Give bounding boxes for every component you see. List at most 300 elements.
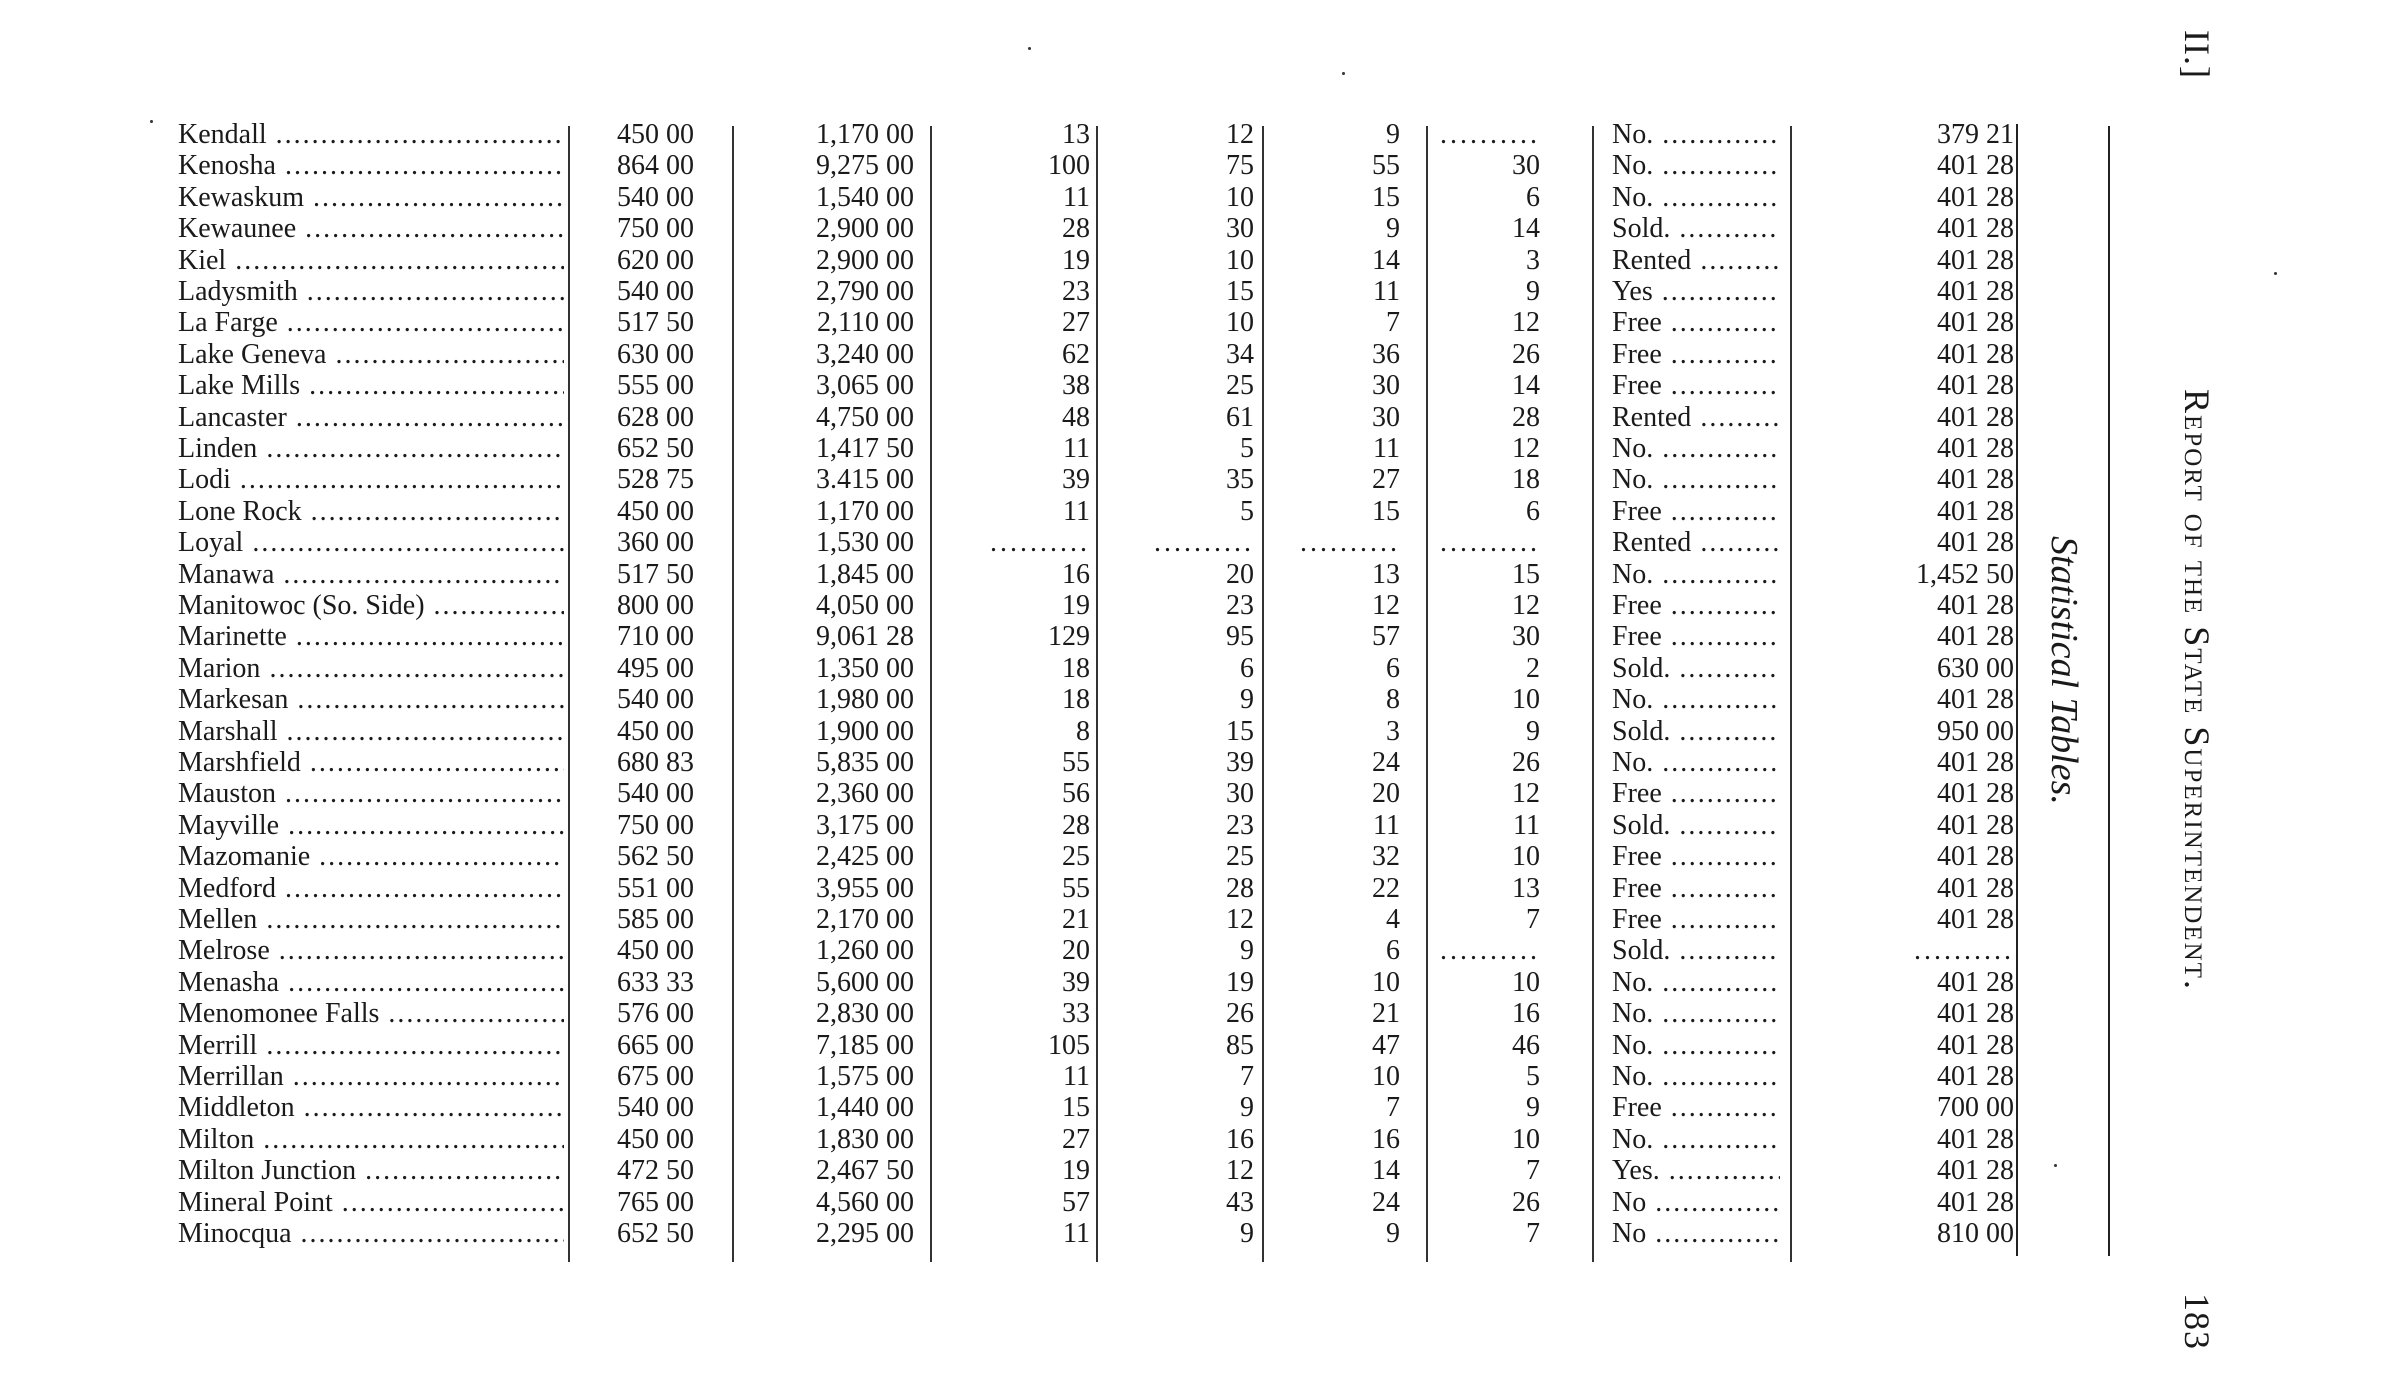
salary-cell: 450 00 [617,495,694,527]
count-cell-2: 30 [1226,778,1254,810]
count-cell-3: 9 [1386,119,1400,150]
library-cell: Yes. ..... [1612,1155,1780,1187]
library-cell: No. ..... [1612,559,1780,591]
table-row [178,935,2014,967]
count-cell-1: 27 [1062,1123,1090,1155]
library-cell: Free ..... [1612,370,1780,402]
row-name: Milton Junction ..... [178,1155,564,1187]
received-cell: 401 28 [1937,1186,2014,1218]
row-name: Lodi ..... [178,464,564,496]
count-cell-4: 14 [1512,370,1540,402]
count-cell-1: 19 [1062,244,1090,276]
received-cell: 401 28 [1937,590,2014,621]
received-cell: 401 28 [1937,778,2014,810]
library-cell: Sold. ..... [1612,716,1780,748]
salary-cell: 765 00 [617,1186,694,1218]
table-row [178,181,2014,214]
total-cell: 4,750 00 [816,401,914,433]
count-cell-4: 7 [1526,904,1540,935]
salary-cell: 472 50 [617,1155,694,1187]
count-cell-3: 3 [1386,715,1400,747]
print-speck [1342,72,1345,75]
table-row [178,1155,2014,1187]
count-cell-2: 9 [1240,1218,1254,1249]
table-row [178,213,2014,245]
column-rule [1426,126,1428,1262]
library-cell: Free ..... [1612,496,1780,528]
total-cell: 1,830 00 [816,1123,914,1155]
received-cell: 401 28 [1937,464,2014,496]
count-cell-1: 23 [1062,276,1090,307]
count-cell-3: 16 [1372,1123,1400,1155]
salary-cell: 750 00 [617,213,694,245]
table-row [178,904,2014,936]
total-cell: 2,295 00 [816,1218,914,1249]
count-cell-3: 36 [1372,338,1400,370]
count-cell-2: 5 [1240,433,1254,464]
row-name: Manawa ..... [178,559,564,591]
count-cell-4: 13 [1512,872,1540,904]
count-cell-2: 25 [1226,370,1254,402]
count-cell-4: 7 [1526,1218,1540,1249]
received-cell: 401 28 [1937,150,2014,182]
total-cell: 2,900 00 [816,213,914,245]
count-cell-3: 6 [1386,935,1400,967]
row-name: Mazomanie ..... [178,841,564,873]
library-cell: Free ..... [1612,339,1780,371]
table-row [178,1029,2014,1062]
row-name: Lake Geneva ..... [178,339,564,371]
count-cell-3: 11 [1373,809,1400,841]
received-cell: 1,452 50 [1916,558,2014,590]
count-cell-3: 55 [1372,150,1400,182]
count-cell-1: 15 [1062,1092,1090,1124]
total-cell: 3,955 00 [816,872,914,904]
row-name: Kewaunee ..... [178,213,564,245]
salary-cell: 551 00 [617,872,694,904]
table-row [178,244,2014,277]
row-name: Medford ..... [178,873,564,905]
column-rule [732,126,734,1262]
print-speck [150,120,153,123]
count-cell-2: 9 [1240,935,1254,967]
count-cell-2: 28 [1226,872,1254,904]
library-cell: Sold. ..... [1612,213,1780,245]
count-cell-1: 27 [1062,307,1090,339]
count-cell-3: 24 [1372,1186,1400,1218]
received-cell: 401 28 [1937,684,2014,716]
library-cell: Free ..... [1612,904,1780,936]
total-cell: 3,065 00 [816,370,914,402]
salary-cell: 540 00 [617,181,694,213]
count-cell-3: 10 [1372,1061,1400,1092]
count-cell-2: 15 [1226,715,1254,747]
count-cell-4: 28 [1512,401,1540,433]
count-cell-3: 15 [1372,495,1400,527]
column-rule [1096,126,1098,1262]
count-cell-3: 47 [1372,1029,1400,1061]
row-name: Mauston ..... [178,778,564,810]
count-cell-2: 85 [1226,1029,1254,1061]
count-cell-4: 6 [1526,181,1540,213]
row-name: Kewaskum ..... [178,182,564,214]
row-name: Mayville ..... [178,810,564,842]
count-cell-3: 30 [1372,401,1400,433]
row-name: Loyal ..... [178,527,564,559]
total-cell: 2,467 50 [816,1155,914,1187]
count-cell-2: 30 [1226,213,1254,245]
count-cell-2: 95 [1226,621,1254,653]
salary-cell: 495 00 [617,652,694,684]
total-cell: 7,185 00 [816,1029,914,1061]
received-cell: 401 28 [1937,1123,2014,1155]
count-cell-2: 5 [1240,495,1254,527]
count-cell-2: 9 [1240,684,1254,716]
total-cell: 5,600 00 [816,966,914,998]
count-cell-4: 9 [1526,276,1540,307]
received-cell: 630 00 [1937,652,2014,684]
total-cell: 2,170 00 [816,904,914,935]
print-speck [2054,1164,2057,1167]
count-cell-4: 6 [1526,495,1540,527]
count-cell-4: 11 [1513,809,1540,841]
row-name: Markesan ..... [178,684,564,716]
library-cell: No ..... [1612,1218,1780,1250]
total-cell: 1,440 00 [816,1092,914,1124]
column-rule [1592,126,1594,1262]
count-cell-4: 15 [1512,558,1540,590]
count-cell-4: .......... [1440,935,1540,967]
count-cell-4: 12 [1512,433,1540,464]
received-cell: 401 28 [1937,621,2014,653]
print-speck [2274,272,2277,275]
total-cell: 3,175 00 [816,809,914,841]
row-name: Kenosha ..... [178,150,564,182]
salary-cell: 540 00 [617,684,694,716]
received-cell: 401 28 [1937,495,2014,527]
received-cell: 401 28 [1937,747,2014,778]
count-cell-4: 26 [1512,338,1540,370]
count-cell-1: 105 [1048,1029,1090,1061]
table-row [178,966,2014,999]
row-name: Minocqua ..... [178,1218,564,1250]
table-row [178,558,2014,591]
salary-cell: 360 00 [617,527,694,559]
total-cell: 4,560 00 [816,1186,914,1218]
count-cell-4: 7 [1526,1155,1540,1187]
received-cell: 401 28 [1937,872,2014,904]
received-cell: 401 28 [1937,1061,2014,1092]
library-cell: Sold. ..... [1612,935,1780,967]
count-cell-1: 18 [1062,684,1090,716]
library-cell: No. ..... [1612,1030,1780,1062]
salary-cell: 652 50 [617,1218,694,1249]
count-cell-3: 57 [1372,621,1400,653]
table-row [178,370,2014,402]
row-name: Kendall ..... [178,119,564,151]
total-cell: 2,900 00 [816,244,914,276]
count-cell-1: 28 [1062,213,1090,245]
page-rule-right [2016,124,2018,1256]
library-cell: Free ..... [1612,778,1780,810]
section-subtitle: Statistical Tables. [2043,536,2085,805]
count-cell-2: 26 [1226,998,1254,1030]
library-cell: Free ..... [1612,841,1780,873]
table-row [178,621,2014,653]
section-number: II.] [2177,30,2217,79]
count-cell-4: 30 [1512,150,1540,182]
library-cell: No. ..... [1612,747,1780,779]
library-cell: Free ..... [1612,621,1780,653]
count-cell-4: 26 [1512,747,1540,778]
count-cell-1: 19 [1062,1155,1090,1187]
total-cell: 1,980 00 [816,684,914,716]
count-cell-1: 62 [1062,338,1090,370]
count-cell-1: 33 [1062,998,1090,1030]
count-cell-1: 11 [1063,181,1090,213]
library-cell: No. ..... [1612,433,1780,465]
library-cell: No. ..... [1612,684,1780,716]
table-row [178,1218,2014,1250]
count-cell-4: .......... [1440,119,1540,150]
count-cell-3: 8 [1386,684,1400,716]
count-cell-2: 16 [1226,1123,1254,1155]
row-name: Mineral Point ..... [178,1187,564,1219]
count-cell-2: 10 [1226,307,1254,339]
count-cell-3: 10 [1372,966,1400,998]
row-name: Melrose ..... [178,935,564,967]
received-cell: 401 28 [1937,401,2014,433]
library-cell: Free ..... [1612,307,1780,339]
count-cell-4: 10 [1512,684,1540,716]
received-cell: 401 28 [1937,433,2014,464]
library-cell: Sold. ..... [1612,653,1780,685]
total-cell: 3.415 00 [816,464,914,496]
count-cell-2: 61 [1226,401,1254,433]
table-row [178,433,2014,465]
library-cell: No. ..... [1612,1124,1780,1156]
table-row [178,590,2014,622]
table-row [178,809,2014,842]
count-cell-2: 20 [1226,558,1254,590]
count-cell-2: 10 [1226,244,1254,276]
count-cell-4: 12 [1512,307,1540,339]
total-cell: 3,240 00 [816,338,914,370]
count-cell-1: 20 [1062,935,1090,967]
count-cell-1: 16 [1062,558,1090,590]
count-cell-3: 21 [1372,998,1400,1030]
count-cell-4: 10 [1512,1123,1540,1155]
row-name: Manitowoc (So. Side) ..... [178,590,564,622]
table-row [178,1186,2014,1219]
row-name: La Farge ..... [178,307,564,339]
salary-cell: 540 00 [617,276,694,307]
salary-cell: 630 00 [617,338,694,370]
salary-cell: 633 33 [617,966,694,998]
total-cell: 1,845 00 [816,558,914,590]
count-cell-4: 5 [1526,1061,1540,1092]
salary-cell: 675 00 [617,1061,694,1092]
count-cell-4: 30 [1512,621,1540,653]
table-row [178,715,2014,748]
count-cell-3: 15 [1372,181,1400,213]
row-name: Menomonee Falls ..... [178,998,564,1030]
received-cell: 401 28 [1937,370,2014,402]
count-cell-3: 22 [1372,872,1400,904]
page-rule-header [2108,126,2110,1256]
count-cell-4: 10 [1512,841,1540,873]
table-row [178,841,2014,873]
count-cell-4: 12 [1512,778,1540,810]
table-row [178,150,2014,182]
library-cell: Free ..... [1612,1092,1780,1124]
library-cell: Rented ..... [1612,527,1780,559]
count-cell-2: 12 [1226,119,1254,150]
count-cell-2: 75 [1226,150,1254,182]
row-name: Marinette ..... [178,621,564,653]
table-row [178,684,2014,716]
row-name: Lone Rock ..... [178,496,564,528]
count-cell-2: 15 [1226,276,1254,307]
library-cell: Yes ..... [1612,276,1780,308]
salary-cell: 450 00 [617,715,694,747]
column-rule [1262,126,1264,1262]
total-cell: 5,835 00 [816,747,914,778]
library-cell: No ..... [1612,1187,1780,1219]
count-cell-2: 25 [1226,841,1254,873]
library-cell: Rented ..... [1612,402,1780,434]
count-cell-1: 28 [1062,809,1090,841]
library-cell: Sold. ..... [1612,810,1780,842]
salary-cell: 555 00 [617,370,694,402]
count-cell-3: 14 [1372,244,1400,276]
count-cell-1: 8 [1076,715,1090,747]
row-name: Marshfield ..... [178,747,564,779]
library-cell: No. ..... [1612,967,1780,999]
table-row [178,652,2014,685]
total-cell: 2,830 00 [816,998,914,1030]
library-cell: Free ..... [1612,873,1780,905]
count-cell-2: 23 [1226,809,1254,841]
total-cell: 2,790 00 [816,276,914,307]
table-row [178,872,2014,905]
count-cell-1: 13 [1062,119,1090,150]
count-cell-3: 7 [1386,307,1400,339]
total-cell: 1,170 00 [816,495,914,527]
row-name: Marion ..... [178,653,564,685]
total-cell: 1,530 00 [816,527,914,559]
total-cell: 1,350 00 [816,652,914,684]
count-cell-4: 18 [1512,464,1540,496]
salary-cell: 517 50 [617,558,694,590]
count-cell-1: 39 [1062,464,1090,496]
received-cell: 401 28 [1937,1029,2014,1061]
total-cell: 2,360 00 [816,778,914,810]
count-cell-1: 39 [1062,966,1090,998]
received-cell: 401 28 [1937,338,2014,370]
row-name: Menasha ..... [178,967,564,999]
count-cell-1: 57 [1062,1186,1090,1218]
library-cell: No. ..... [1612,998,1780,1030]
row-name: Milton ..... [178,1124,564,1156]
received-cell: 950 00 [1937,715,2014,747]
received-cell: 401 28 [1937,998,2014,1030]
count-cell-1: 100 [1048,150,1090,182]
table-row [178,401,2014,434]
total-cell: 4,050 00 [816,590,914,621]
table-row [178,338,2014,371]
salary-cell: 680 83 [617,747,694,778]
count-cell-2: 9 [1240,1092,1254,1124]
count-cell-2: 43 [1226,1186,1254,1218]
row-name: Mellen ..... [178,904,564,936]
count-cell-2: 12 [1226,1155,1254,1187]
count-cell-2: 7 [1240,1061,1254,1092]
salary-cell: 628 00 [617,401,694,433]
table-row [178,747,2014,779]
count-cell-2: 6 [1240,652,1254,684]
received-cell: 700 00 [1937,1092,2014,1124]
row-name: Middleton ..... [178,1092,564,1124]
page-header [2178,30,2218,1350]
count-cell-3: 32 [1372,841,1400,873]
salary-cell: 562 50 [617,841,694,873]
row-name: Lancaster ..... [178,402,564,434]
received-cell: 810 00 [1937,1218,2014,1249]
table-row [178,1092,2014,1124]
salary-cell: 450 00 [617,1123,694,1155]
table-row [178,1123,2014,1156]
salary-cell: 652 50 [617,433,694,464]
total-cell: 9,061 28 [816,621,914,653]
total-cell: 9,275 00 [816,150,914,182]
count-cell-2: 19 [1226,966,1254,998]
library-cell: No. ..... [1612,182,1780,214]
salary-cell: 450 00 [617,935,694,967]
row-name: Linden ..... [178,433,564,465]
library-cell: No. ..... [1612,1061,1780,1093]
salary-cell: 576 00 [617,998,694,1030]
count-cell-3: 20 [1372,778,1400,810]
count-cell-4: 10 [1512,966,1540,998]
received-cell: 401 28 [1937,841,2014,873]
count-cell-4: 16 [1512,998,1540,1030]
count-cell-1: 11 [1063,1061,1090,1092]
received-cell: 401 28 [1937,213,2014,245]
received-cell: 401 28 [1937,966,2014,998]
print-speck [1028,47,1031,50]
count-cell-4: 9 [1526,715,1540,747]
count-cell-4: 3 [1526,244,1540,276]
table-row [178,778,2014,810]
count-cell-3: 6 [1386,652,1400,684]
row-name: Marshall ..... [178,716,564,748]
count-cell-2: 35 [1226,464,1254,496]
count-cell-3: 4 [1386,904,1400,935]
table-row [178,276,2014,308]
salary-cell: 517 50 [617,307,694,339]
total-cell: 1,575 00 [816,1061,914,1092]
count-cell-3: 9 [1386,213,1400,245]
total-cell: 1,417 50 [816,433,914,464]
count-cell-1: 11 [1063,433,1090,464]
column-rule [1790,126,1792,1262]
total-cell: 1,900 00 [816,715,914,747]
count-cell-2: 10 [1226,181,1254,213]
salary-cell: 528 75 [617,464,694,496]
salary-cell: 540 00 [617,1092,694,1124]
count-cell-3: 7 [1386,1092,1400,1124]
